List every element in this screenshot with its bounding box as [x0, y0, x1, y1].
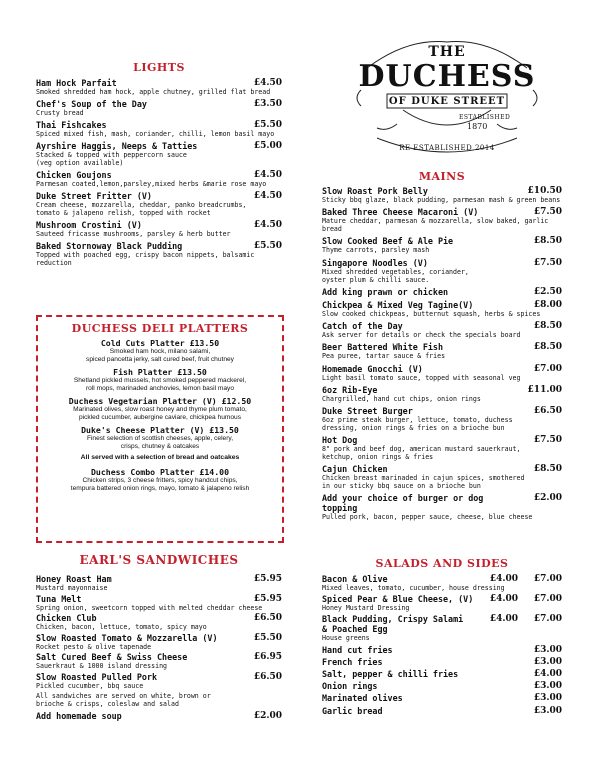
item-description: dressing, onion rings & fries on a brioche bun — [322, 423, 505, 432]
item-description: tomato & jalapeno relish, topped with rocket — [36, 209, 211, 217]
menu-item — [322, 574, 562, 592]
sandwiches-note-line: brioche & crisps, coleslaw and salad — [36, 699, 179, 708]
item-name: Duke Street Burger — [322, 405, 413, 416]
item-description: Chicken, bacon, lettuce, tomato, spicy mayo — [36, 623, 207, 631]
menu-item — [36, 120, 282, 138]
item-price: £4.50 — [253, 191, 282, 201]
item-name: Chef's Soup of the Day — [36, 99, 147, 109]
item-price: £8.50 — [533, 236, 562, 247]
logo-re-established: RE ESTABLISHED 2014 — [399, 144, 495, 152]
item-price: £5.50 — [253, 632, 282, 643]
menu-item — [36, 672, 282, 690]
menu-item — [322, 614, 562, 642]
item-description: Sauteed fricasse mushrooms, parsley & herb butter — [36, 230, 231, 238]
logo-the: THE — [428, 44, 466, 60]
item-name: Add king prawn or chicken — [322, 286, 449, 297]
menu-item — [36, 191, 282, 217]
item-price: £6.95 — [253, 652, 282, 662]
item-name: Salt Cured Beef & Swiss Cheese — [36, 652, 188, 662]
item-description: oyster plum & chilli sauce. — [322, 275, 430, 284]
menu-item — [322, 186, 562, 204]
menu-item — [322, 464, 562, 490]
menu-item — [322, 657, 562, 667]
item-name: Hot Dog — [322, 435, 358, 446]
item-price: £4.00 — [533, 668, 562, 679]
item-price: £4.50 — [253, 220, 282, 230]
item-price: £11.00 — [527, 384, 562, 395]
item-price: £10.50 — [527, 186, 562, 196]
item-description: Light basil tomato sauce, topped with seasonal veg — [322, 373, 521, 382]
menu-item — [36, 633, 282, 651]
item-description: Thyme carrots, parsley mash — [322, 246, 430, 255]
item-name: Slow Roasted Pulled Pork — [36, 671, 158, 682]
item-name: Salt, pepper & chilli fries — [322, 668, 459, 679]
logo-of-duke-street: OF DUKE STREET — [388, 96, 506, 107]
deli-item-name: Fish Platter £13.50 — [113, 367, 207, 377]
item-description: roll mops, marinaded anchovies, lemon basil mayo — [85, 384, 235, 392]
item-price: £7.50 — [533, 257, 562, 268]
menu-item — [322, 321, 562, 339]
item-name: Beer Battered White Fish — [322, 342, 444, 353]
item-description: Spiced mixed fish, mash, coriander, chilli, lemon basil mayo — [36, 130, 275, 138]
menu-item — [322, 435, 562, 461]
item-price: £2.00 — [533, 493, 562, 504]
item-description: Stacked & topped with peppercorn sauce — [36, 151, 187, 159]
deli-item-name: Duchess Vegetarian Platter (V) £12.50 — [68, 396, 252, 406]
item-name: Duke Street Fritter (V) — [36, 191, 152, 201]
sandwiches-note-line: All sandwiches are served on white, brown or — [36, 691, 211, 700]
deli-item-name: Cold Cuts Platter £13.50 — [100, 338, 220, 348]
deli-platters-box — [36, 315, 284, 543]
item-name: Singapore Noodles (V) — [322, 257, 428, 268]
menu-item — [322, 300, 562, 318]
duchess-logo — [347, 28, 547, 168]
menu-item — [322, 594, 562, 612]
lights-heading: LIGHTS — [133, 61, 185, 74]
item-price: £5.50 — [253, 120, 282, 130]
item-name: Ham Hock Parfait — [36, 78, 117, 88]
menu-item — [322, 669, 562, 679]
item-description: Sticky bbq glaze, black pudding, parmesan mash & green beans — [322, 196, 561, 204]
item-name: Chicken Goujons — [36, 170, 112, 180]
menu-item — [322, 706, 562, 716]
item-description: Sauerkraut & 1000 island dressing — [36, 662, 168, 670]
lights-list — [36, 78, 282, 270]
menu-item — [36, 711, 282, 721]
item-description: Chargrilled, hand cut chips, onion rings — [322, 394, 481, 403]
deli-item — [44, 396, 276, 421]
item-name: Catch of the Day — [322, 321, 403, 332]
deli-heading: DUCHESS DELI PLATTERS — [71, 322, 249, 335]
item-name: Garlic bread — [322, 705, 383, 716]
item-name: Baked Three Cheese Macaroni (V) — [322, 207, 479, 218]
item-price: £8.50 — [533, 342, 562, 353]
item-price: £7.00 — [533, 574, 562, 584]
item-price: £3.00 — [533, 681, 562, 692]
item-description: Spring onion, sweetcorn topped with melted cheddar cheese — [36, 603, 263, 612]
menu-item — [322, 493, 562, 521]
item-price: £3.00 — [533, 693, 562, 704]
item-description: Chicken breast marinaded in cajun spices, smothered — [322, 474, 525, 483]
item-price-small: £4.00 — [489, 614, 518, 625]
item-price: £8.50 — [533, 464, 562, 475]
item-price: £2.50 — [533, 286, 562, 297]
logo-established: ESTABLISHED — [459, 114, 511, 121]
item-description: 8" pork and beef dog, american mustard sauerkraut, — [322, 445, 521, 454]
item-price: £6.50 — [253, 613, 282, 623]
item-name: Marinated olives — [322, 693, 403, 704]
item-price: £4.50 — [253, 78, 282, 88]
menu-item — [36, 220, 282, 238]
item-name: Add your choice of burger or dog topping — [322, 493, 484, 514]
item-description: Crusty bread — [36, 109, 84, 117]
item-description: Smoked shredded ham hock, apple chutney, grilled flat bread — [36, 88, 271, 96]
item-description: Smoked ham hock, milano salami, — [109, 348, 211, 355]
item-price-small: £4.00 — [489, 594, 518, 605]
deli-note: All served with a selection of bread and oatcakes — [80, 454, 240, 461]
item-name: Chickpea & Mixed Veg Tagine(V) — [322, 299, 474, 310]
item-description: Mixed shredded vegetables, coriander, — [322, 267, 469, 276]
item-price: £6.50 — [533, 405, 562, 416]
item-name: Add homemade soup — [36, 710, 122, 721]
item-name: Black Pudding, Crispy Salami — [322, 614, 464, 625]
item-name: Hand cut fries — [322, 644, 393, 655]
menu-item — [36, 241, 282, 267]
salads-heading: SALADS AND SIDES — [375, 557, 509, 570]
item-description: in our sticky bbq sauce on a brioche bun — [322, 482, 481, 491]
menu-item — [36, 574, 282, 592]
item-name: 6oz Rib-Eye — [322, 384, 378, 395]
item-description: (veg option available) — [36, 159, 124, 167]
item-name: Cajun Chicken — [322, 464, 388, 475]
menu-item — [322, 364, 562, 382]
item-description: Pickled cucumber, bbq sauce — [36, 681, 144, 690]
menu-item — [36, 141, 282, 167]
item-description: Mixed leaves, tomato, cucumber, house dressing — [322, 584, 505, 592]
item-description: Marinated olives, slow roast honey and thyme plum tomato, — [73, 406, 247, 413]
item-description: Shetland pickled mussels, hot smoked peppered mackerel, — [73, 377, 247, 384]
item-name: Honey Roast Ham — [36, 574, 112, 584]
menu-item — [322, 645, 562, 655]
item-description: Cream cheese, mozzarella, cheddar, panko breadcrumbs, — [36, 201, 247, 209]
item-name: Slow Roasted Tomato & Mozzarella (V) — [36, 632, 218, 643]
item-description: Ask server for details or check the specials board — [322, 331, 521, 340]
menu-item — [36, 78, 282, 96]
item-description: Finest selection of scottish cheeses, apple, celery, — [86, 435, 234, 442]
item-name: Homemade Gnocchi (V) — [322, 363, 423, 374]
deli-item — [44, 467, 276, 492]
item-name: Tuna Melt — [36, 593, 82, 604]
item-description: Rocket pesto & olive tapenade — [36, 642, 152, 651]
menu-item — [36, 594, 282, 612]
deli-item — [44, 425, 276, 450]
item-price-small: £4.00 — [489, 574, 518, 584]
sandwiches-note — [36, 692, 282, 708]
item-description: spiced pancetta jerky, salt cured beef, fruit chutney — [86, 355, 234, 363]
item-description: pickled cucumber, aubergine caviare, chickpea humous — [78, 413, 241, 421]
item-price: £3.00 — [533, 644, 562, 655]
item-price: £2.00 — [253, 710, 282, 721]
item-price: £4.50 — [253, 170, 282, 180]
deli-item-name: Duke's Cheese Platter (V) £13.50 — [81, 425, 239, 435]
logo-year: 1870 — [467, 122, 488, 131]
item-price: £7.00 — [533, 614, 562, 625]
menu-item — [322, 236, 562, 254]
deli-item — [44, 338, 276, 363]
item-price: £5.95 — [253, 574, 282, 584]
item-description: tempura battered onion rings, mayo, tomato & jalapeno relish — [70, 484, 250, 492]
deli-item — [44, 367, 276, 392]
item-price: £3.00 — [533, 705, 562, 716]
item-description: Slow cooked chickpeas, butternut squash, herbs & spices — [322, 309, 541, 318]
sandwiches-heading: EARL'S SANDWICHES — [79, 553, 239, 567]
item-name: Baked Stornoway Black Pudding — [36, 241, 183, 251]
item-description: Topped with poached egg, crispy bacon nippets, balsamic reduction — [36, 251, 255, 267]
mains-list — [322, 186, 562, 525]
item-price: £8.50 — [533, 321, 562, 332]
item-name: Spiced Pear & Blue Cheese, (V) — [322, 594, 474, 605]
logo-duchess: DUCHESS — [358, 59, 536, 94]
menu-item — [322, 693, 562, 703]
item-description: House greens — [322, 634, 370, 643]
menu-item — [322, 681, 562, 691]
item-description: crisps, chutney & oatcakes — [120, 442, 200, 450]
menu-item — [36, 652, 282, 670]
item-description: Mature cheddar, parmesan & mozzarella, slow baked, garlic bread — [322, 217, 549, 234]
menu-item — [322, 258, 562, 284]
item-description: 6oz prime steak burger, lettuce, tomato, duchess — [322, 415, 513, 424]
item-price: £7.00 — [533, 363, 562, 374]
item-name: Onion rings — [322, 681, 378, 692]
item-price: £5.00 — [253, 141, 282, 151]
menu-item — [322, 342, 562, 360]
item-price: £5.50 — [253, 241, 282, 251]
item-description: Chicken strips, 3 cheese fritters, spicy handcut chips, — [82, 477, 238, 484]
item-name: & Poached Egg — [322, 624, 388, 635]
deli-list — [44, 338, 276, 496]
item-name: Thai Fishcakes — [36, 120, 107, 130]
salads-list — [322, 574, 562, 718]
item-name: French fries — [322, 656, 383, 667]
item-description: ketchup, onion rings & fries — [322, 453, 434, 462]
item-price: £5.95 — [253, 593, 282, 604]
item-description: Pulled pork, bacon, pepper sauce, cheese, blue cheese — [322, 513, 533, 522]
menu-item — [322, 406, 562, 432]
item-description: Pea puree, tartar sauce & fries — [322, 352, 446, 361]
item-name: Chicken Club — [36, 613, 97, 623]
item-name: Slow Cooked Beef & Ale Pie — [322, 236, 454, 247]
menu-item — [36, 99, 282, 117]
item-price: £7.50 — [533, 435, 562, 446]
menu-item — [36, 170, 282, 188]
item-price: £3.50 — [253, 99, 282, 109]
item-price: £6.50 — [253, 671, 282, 682]
item-price: £8.00 — [533, 299, 562, 310]
mains-heading: MAINS — [418, 170, 466, 183]
item-price: £3.00 — [533, 656, 562, 667]
sandwiches-list — [36, 574, 282, 721]
deli-item-name: Duchess Combo Platter £14.00 — [90, 467, 230, 477]
item-price: £7.00 — [533, 594, 562, 605]
menu-item — [322, 287, 562, 297]
item-name: Bacon & Olive — [322, 574, 388, 584]
item-description: Mustard mayonnaise — [36, 584, 108, 592]
item-name: Mushroom Crostini (V) — [36, 220, 142, 230]
menu-item — [322, 207, 562, 233]
item-name: Slow Roast Pork Belly — [322, 186, 428, 196]
menu-item — [36, 613, 282, 631]
menu-item — [322, 385, 562, 403]
item-description: Honey Mustard Dressing — [322, 604, 410, 613]
item-price: £7.50 — [533, 207, 562, 218]
item-description: Parmesan coated,lemon,parsley,mixed herbs &marie rose mayo — [36, 180, 267, 188]
item-name: Ayrshire Haggis, Neeps & Tatties — [36, 141, 198, 151]
